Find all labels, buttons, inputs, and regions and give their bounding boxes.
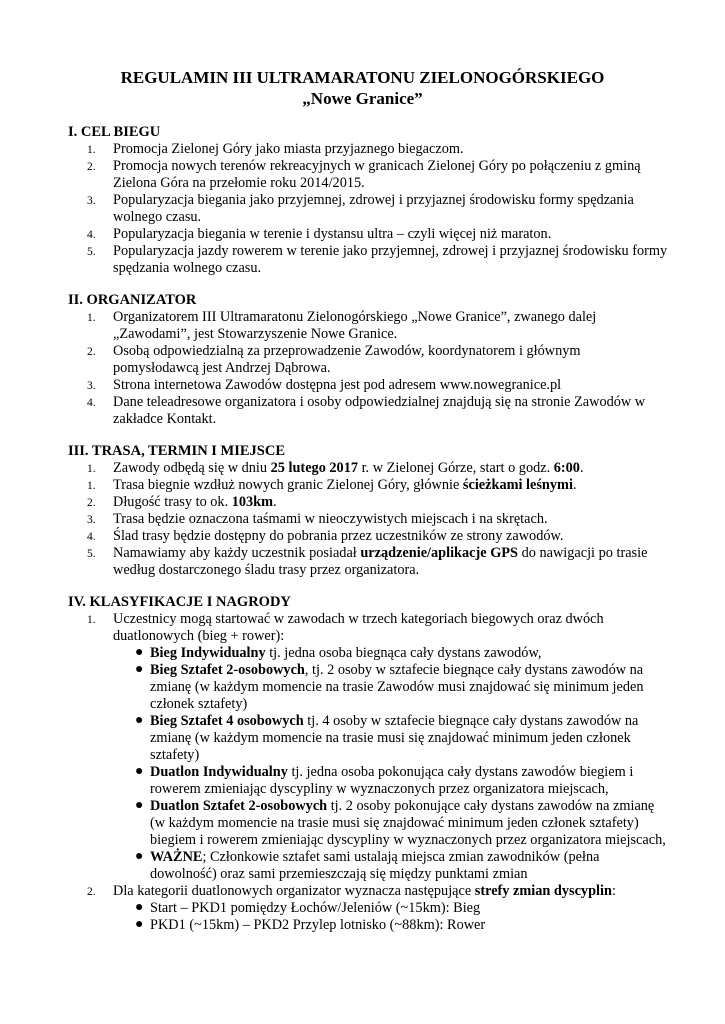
- list-item: 4. Popularyzacja biegania w terenie i dystansu ultra – czyli więcej niż maraton.: [87, 226, 552, 242]
- category-item: ● Duatlon Sztafet 2-osobowych tj. 2 osoby pokonujące cały dystans zawodów na zmianę (w każdym momencie na trasie musi się znajdować minimum jeden członek sztafety) biegiem i rowerem zmieniając dyscypliny w wyznaczonych przez organizatora miejscach,: [135, 798, 666, 848]
- section-heading-organizator: II. ORGANIZATOR: [68, 292, 197, 308]
- bullet-icon: ●: [135, 798, 144, 813]
- bullet-icon: ●: [135, 764, 144, 779]
- list-item: 4. Ślad trasy będzie dostępny do pobrania przez uczestników ze strony zawodów.: [87, 528, 564, 544]
- bullet-icon: ●: [135, 713, 144, 728]
- document-subtitle: „Nowe Granice”: [302, 89, 423, 108]
- list-item: 1. Zawody odbędą się w dniu 25 lutego 2017 r. w Zielonej Górze, start o godz. 6:00.: [87, 460, 584, 476]
- list-item: 1. Organizatorem III Ultramaratonu Zielonogórskiego „Nowe Granice”, zwanego dalej „Zawodami”, jest Stowarzyszenie Nowe Granice.: [87, 309, 597, 342]
- category-list: [113, 645, 668, 883]
- category-item: ● Bieg Sztafet 4 osobowych tj. 4 osoby w sztafecie biegnące cały dystans zawodów na zmianę (w każdym momencie na trasie musi się znajdować minimum jeden członek sztafety): [135, 713, 639, 763]
- category-item: ● WAŻNE; Członkowie sztafet sami ustalają miejsca zmian zawodników (pełna dowolność) oraz sami przemieszczają się między punktami zmian: [135, 849, 600, 882]
- list-item: 3. Strona internetowa Zawodów dostępna jest pod adresem www.nowegranice.pl: [87, 377, 562, 393]
- bullet-icon: ●: [135, 849, 144, 864]
- list-item: 5. Namawiamy aby każdy uczestnik posiadał urządzenie/aplikacje GPS do nawigacji po trasie według dostarczonego śladu trasy przez organizatora.: [87, 545, 648, 578]
- section-list-organizator: [68, 309, 668, 428]
- list-item: 1. Promocja Zielonej Góry jako miasta przyjaznego biegaczom.: [87, 141, 464, 157]
- start-time: 6:00: [553, 460, 580, 476]
- zone-item: ● PKD1 (~15km) – PKD2 Przylep lotnisko (~88km): Rower: [135, 917, 486, 933]
- list-item: 2. Promocja nowych terenów rekreacyjnych w granicach Zielonej Góry po połączeniu z gminą Zielona Góra na przełomie roku 2014/2015.: [87, 158, 641, 191]
- section-list-klasyfikacje: [68, 611, 668, 934]
- race-date: 25 lutego 2017: [270, 460, 359, 476]
- list-item: 4. Dane teleadresowe organizatora i osoby odpowiedzialnej znajdują się na stronie Zawodów w zakładce Kontakt.: [87, 394, 646, 427]
- bullet-icon: ●: [135, 917, 144, 932]
- list-item: 3. Trasa będzie oznaczona taśmami w nieoczywistych miejscach i na skrętach.: [87, 511, 548, 527]
- list-item: 3. Popularyzacja biegania jako przyjemnej, zdrowej i przyjaznej środowisku formy spędzania wolnego czasu.: [87, 192, 634, 225]
- bullet-icon: ●: [135, 662, 144, 677]
- zone-list: [113, 900, 668, 934]
- bullet-icon: ●: [135, 645, 144, 660]
- list-item: 2. Dla kategorii duatlonowych organizator wyznacza następujące strefy zmian dyscyplin: ● Start – PKD1 pomiędzy Łochów/Jeleniów (~15km): Bieg ● PKD1 (~15km) – PKD2 Przylep lotnisko (~88km): Rower: [68, 883, 668, 934]
- list-item: 1. Uczestnicy mogą startować w zawodach w trzech kategoriach biegowych oraz dwóch duatlonowych (bieg + rower): ● Bieg Indywidualny tj. jedna osoba biegnąca cały dystans zawodów, ● Bieg Sztafet 2-osobowych, tj. 2 osoby w sztafecie biegnące cały dystans zawodów na zmianę (w każdym momencie na trasie Zawodów musi znajdować się minimum jeden członek sztafety) ● Bieg Sztafet 4 osobowych tj. 4 osoby w sztafecie biegnące cały dystans zawodów na zmianę (w każdym momencie na trasie musi się znajdować minimum jeden członek sztafety) ● Duatlon Indywidualny tj. jedna osoba pokonująca cały dystans zawodów biegiem i rowerem zmieniając dyscypliny w wyznaczonych przez organizatora miejscach, ● Duatlon Sztafet 2-osobowych tj. 2 osoby pokonujące cały dystans zawodów na zmianę (w każdym momencie na trasie musi się znajdować minimum jeden członek sztafety) biegiem i rowerem zmieniając dyscypliny w wyznaczonych przez organizatora miejscach, ● WAŻNE; Członkowie sztafet sami ustalają miejsca zmian zawodników (pełna dowolność) oraz sami przemieszczają się między punktami zmian: [68, 611, 668, 883]
- bullet-icon: ●: [135, 900, 144, 915]
- section-heading-cel-biegu: I. CEL BIEGU: [68, 124, 161, 140]
- category-item: ● Bieg Indywidualny tj. jedna osoba biegnąca cały dystans zawodów,: [135, 645, 542, 661]
- section-heading-trasa: III. TRASA, TERMIN I MIEJSCE: [68, 443, 286, 459]
- section-heading-klasyfikacje: IV. KLASYFIKACJE I NAGRODY: [68, 594, 291, 610]
- zone-item: ● Start – PKD1 pomiędzy Łochów/Jeleniów (~15km): Bieg: [135, 900, 481, 916]
- route-length: 103km: [231, 494, 274, 510]
- category-item: ● Duatlon Indywidualny tj. jedna osoba pokonująca cały dystans zawodów biegiem i rowerem zmieniając dyscypliny w wyznaczonych przez organizatora miejscach,: [135, 764, 634, 797]
- document-title: REGULAMIN III ULTRAMARATONU ZIELONOGÓRSKIEGO: [120, 68, 605, 87]
- list-item: 2. Osobą odpowiedzialną za przeprowadzenie Zawodów, koordynatorem i głównym pomysłodawcą jest Andrzej Dąbrowa.: [87, 343, 581, 376]
- list-item: 1. Trasa biegnie wzdłuż nowych granic Zielonej Góry, głównie ścieżkami leśnymi.: [87, 477, 577, 493]
- section-list-trasa: [68, 460, 668, 579]
- section-list-cel-biegu: [68, 141, 668, 277]
- list-item: 2. Długość trasy to ok. 103km.: [87, 494, 277, 510]
- list-item: 5. Popularyzacja jazdy rowerem w terenie jako przyjemnej, zdrowej i przyjaznej środowisku formy spędzania wolnego czasu.: [87, 243, 668, 276]
- category-item: ● Bieg Sztafet 2-osobowych, tj. 2 osoby w sztafecie biegnące cały dystans zawodów na zmianę (w każdym momencie na trasie Zawodów musi znajdować się minimum jeden członek sztafety): [135, 662, 644, 712]
